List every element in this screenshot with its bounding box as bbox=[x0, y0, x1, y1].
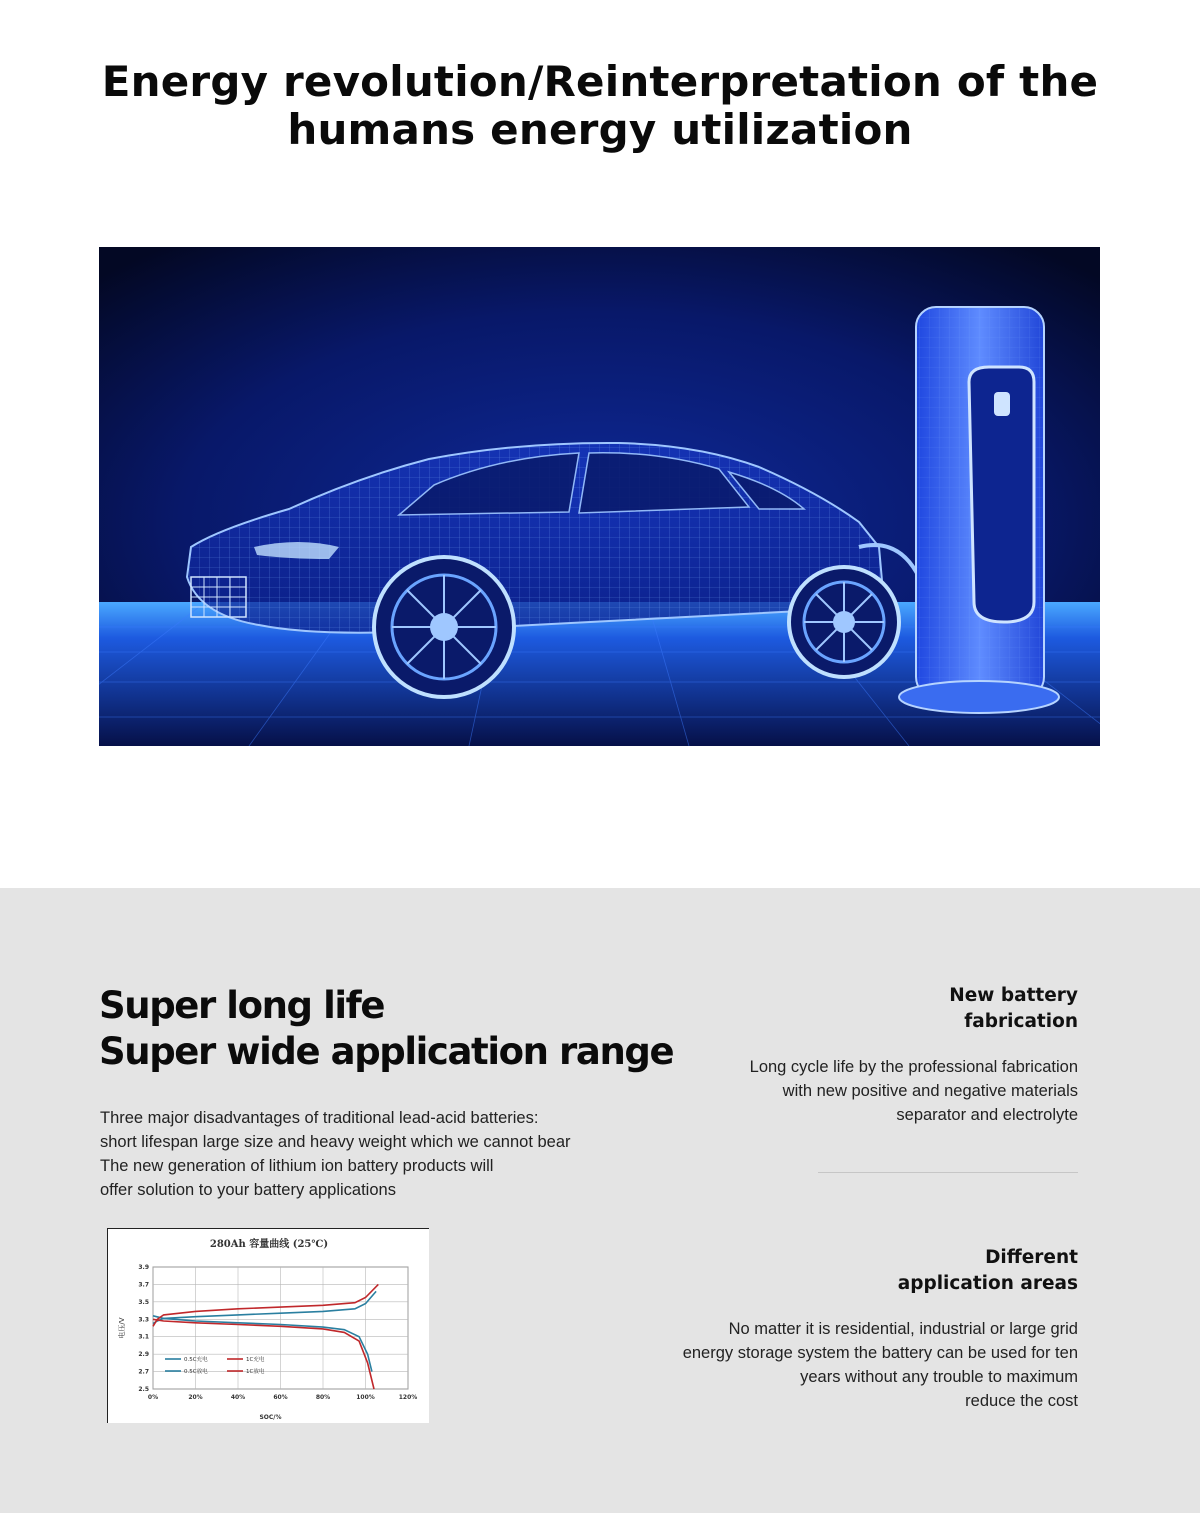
page-title-line-2: humans energy utilization bbox=[287, 105, 913, 154]
chart-legend-label: 1C充电 bbox=[246, 1357, 265, 1363]
chart-y-tick-label: 3.9 bbox=[138, 1264, 149, 1271]
feature-title-line: fabrication bbox=[964, 1011, 1078, 1032]
chart-x-tick-label: 120% bbox=[398, 1394, 418, 1401]
chart-x-axis-label: SOC/% bbox=[259, 1414, 282, 1421]
feature-desc-line: reduce the cost bbox=[965, 1392, 1078, 1410]
chart-title: 280Ah 容量曲线 (25℃) bbox=[209, 1239, 329, 1250]
chart-y-tick-label: 3.7 bbox=[138, 1281, 149, 1289]
chart-x-tick-label: 20% bbox=[188, 1394, 203, 1401]
chart-legend-label: 0.5C充电 bbox=[184, 1357, 208, 1363]
feature-title-line: application areas bbox=[897, 1273, 1078, 1294]
chart-legend-label: 1C放电 bbox=[246, 1369, 265, 1375]
feature-title bbox=[750, 983, 1078, 1035]
feature-desc-line: Long cycle life by the professional fabrication bbox=[749, 1058, 1078, 1076]
ev-charging-banner-image bbox=[99, 247, 1100, 746]
section-headline bbox=[99, 983, 679, 1075]
chart-y-tick-label: 2.9 bbox=[138, 1351, 149, 1359]
chart-y-axis-label: 电压/V bbox=[118, 1317, 126, 1339]
chart-x-tick-label: 100% bbox=[356, 1394, 375, 1401]
headline-line-2: Super wide application range bbox=[99, 1030, 674, 1073]
chart-x-tick-label: 80% bbox=[315, 1394, 331, 1401]
chart-y-tick-label: 3.5 bbox=[138, 1298, 149, 1306]
headline-line-1: Super long life bbox=[99, 984, 385, 1027]
capacity-curve-chart bbox=[107, 1228, 429, 1423]
chart-legend-label: 0.5C放电 bbox=[184, 1369, 208, 1375]
chart-x-tick-label: 40% bbox=[230, 1394, 246, 1401]
intro-line: Three major disadvantages of traditional lead-acid batteries: bbox=[100, 1109, 539, 1127]
intro-paragraph bbox=[100, 1106, 640, 1202]
feature-desc-line: years without any trouble to maximum bbox=[800, 1368, 1078, 1386]
feature-divider bbox=[818, 1172, 1078, 1173]
capacity-curve-svg bbox=[108, 1229, 430, 1424]
chart-y-tick-label: 3.1 bbox=[138, 1333, 149, 1341]
feature-description bbox=[750, 1055, 1078, 1127]
chart-y-tick-label: 2.7 bbox=[138, 1368, 149, 1376]
intro-line: The new generation of lithium ion battery products will bbox=[100, 1157, 494, 1175]
feature-desc-line: energy storage system the battery can be used for ten bbox=[682, 1344, 1078, 1362]
page-title-line-1: Energy revolution/Reinterpretation of the bbox=[101, 57, 1099, 106]
feature-title-line: Different bbox=[985, 1247, 1078, 1268]
intro-line: short lifespan large size and heavy weight which we cannot bear bbox=[100, 1133, 571, 1151]
feature-description bbox=[683, 1317, 1078, 1413]
chart-x-tick-label: 0% bbox=[147, 1394, 159, 1401]
feature-desc-line: with new positive and negative materials bbox=[782, 1082, 1078, 1100]
intro-line: offer solution to your battery applications bbox=[100, 1181, 396, 1199]
feature-desc-line: separator and electrolyte bbox=[896, 1106, 1078, 1124]
chart-y-tick-label: 2.5 bbox=[138, 1386, 149, 1393]
chart-x-tick-label: 60% bbox=[273, 1394, 288, 1401]
feature-application-areas bbox=[683, 1245, 1078, 1413]
wireframe-car-illustration bbox=[99, 247, 1100, 746]
feature-title-line: New battery bbox=[949, 985, 1078, 1006]
chart-y-tick-label: 3.3 bbox=[138, 1316, 149, 1324]
feature-desc-line: No matter it is residential, industrial or large grid bbox=[728, 1320, 1078, 1338]
feature-battery-fabrication bbox=[750, 983, 1078, 1127]
feature-title bbox=[683, 1245, 1078, 1297]
page-title bbox=[0, 58, 1200, 154]
